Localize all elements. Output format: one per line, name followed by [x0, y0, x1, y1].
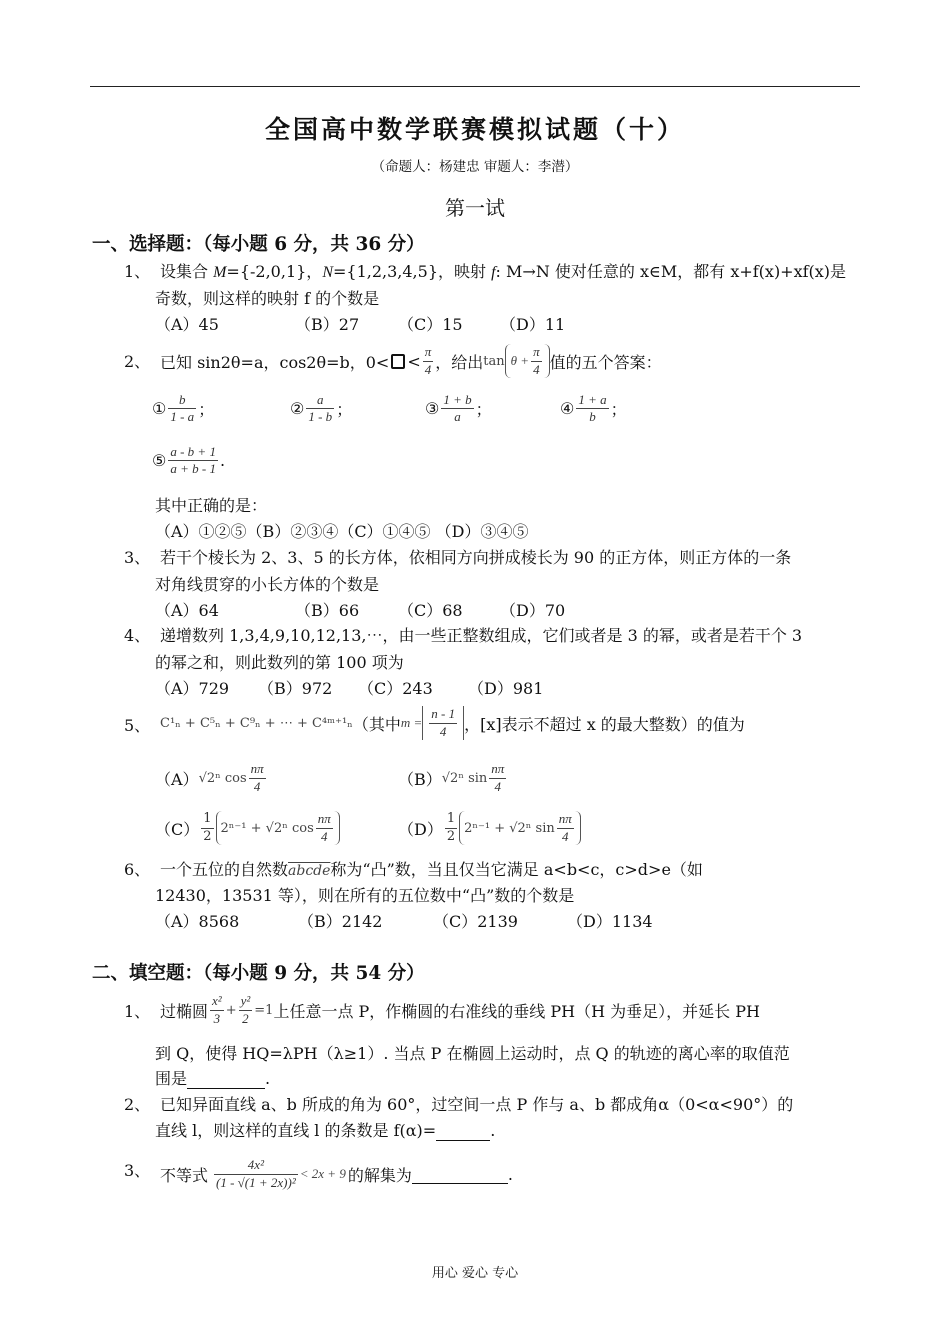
q3-option-c: （C）68 — [398, 601, 463, 620]
s2q2-line2 — [155, 1118, 495, 1141]
q5-option-c-label: （C） — [155, 819, 200, 839]
q3-option-d: （D）70 — [500, 601, 566, 620]
s2q2-answer-blank[interactable] — [436, 1121, 490, 1141]
s2q1-answer-blank[interactable] — [187, 1069, 265, 1089]
q2-answer-4-num: 1 + a — [576, 392, 608, 409]
q2-text-a: 已知 sin2θ=a，cos2θ=b，0< — [160, 352, 390, 372]
q2-text-c: ，给出 — [435, 352, 484, 372]
q2-answer-4-mark: ④ — [560, 399, 575, 419]
q2-answer-3-frac — [441, 392, 473, 426]
s2q1-x-frac — [210, 993, 224, 1027]
q4-option-a: （A）729 — [155, 679, 230, 698]
q5-option-a — [155, 756, 268, 800]
q2-answer-5 — [152, 444, 225, 478]
q5-floor-den: 4 — [439, 723, 447, 739]
s2q1-eq1: =1 — [254, 1002, 274, 1018]
q2-text-b: < — [407, 351, 421, 371]
q1-option-a: （A）45 — [155, 315, 219, 334]
q6-text-a: 一个五位的自然数 — [160, 860, 289, 879]
q2-text-d: 值的五个答案： — [549, 352, 662, 372]
s2q3-text-b: 的解集为 — [347, 1165, 412, 1185]
q5-floor-frac — [429, 706, 457, 740]
q5-option-a-expr: √2ⁿ cos — [198, 770, 247, 786]
q2-tan: tan — [483, 353, 505, 369]
s2q3-line1 — [160, 1150, 513, 1198]
q2-answer-4-den: b — [589, 409, 596, 425]
q4-line1: 递增数列 1,3,4,9,10,12,13,⋯，由一些正整数组成，它们或者是 3 的幂，或者是若干个 3 — [160, 626, 803, 645]
q2-answer-2-num: a — [306, 392, 334, 409]
s2q3-frac — [214, 1157, 298, 1191]
q5-option-d-den: 4 — [562, 828, 569, 844]
q6-line2: 12430，13531 等），则在所有的五位数中“凸”数的个数是 — [155, 886, 575, 905]
q2-pi: π — [423, 344, 434, 361]
q6-option-c: （C）2139 — [433, 912, 518, 931]
q5-number: 5、 — [124, 716, 151, 735]
q5-option-d-half-num: 1 — [445, 811, 457, 828]
q6-option-b: （B）2142 — [298, 912, 383, 931]
q4-number: 4、 — [124, 626, 151, 645]
q2-prompt: 其中正确的是： — [155, 496, 268, 515]
s2q1-line3 — [155, 1066, 270, 1089]
q2-four: 4 — [424, 361, 432, 377]
s2q1-line1 — [160, 988, 760, 1032]
q1-number: 1、 — [124, 262, 151, 281]
q5-option-d-paren — [459, 811, 581, 845]
q5-option-d-half — [445, 811, 457, 845]
q2-number: 2、 — [124, 352, 151, 371]
q2-answer-5-mark: ⑤ — [152, 451, 167, 471]
page-footer: 用心 爱心 专心 — [431, 1266, 519, 1281]
q2-answer-2-mark: ② — [290, 399, 305, 419]
q2-answer-2-sep: ； — [336, 400, 353, 420]
s2q2-end: . — [490, 1121, 496, 1140]
q2-answer-4 — [560, 392, 627, 426]
q1-text-d: N — [322, 264, 333, 281]
q5-text-a: （其中 — [352, 714, 401, 734]
s2q1-line2: 到 Q，使得 HQ=λPH（λ≥1）. 当点 P 在椭圆上运动时，点 Q 的轨迹的离心率的取值范 — [155, 1044, 790, 1063]
q5-option-b — [398, 756, 508, 800]
q2-answer-3 — [425, 392, 492, 426]
q5-option-d-label: （D） — [398, 819, 443, 839]
q4-line2: 的幂之和，则此数列的第 100 项为 — [155, 653, 404, 672]
q1-text-b: M — [213, 264, 227, 281]
q5-option-c-den: 4 — [321, 828, 328, 844]
authors-line: （命题人：杨建忠 审题人：李潜） — [371, 159, 579, 175]
q2-answer-3-num: 1 + b — [441, 392, 473, 409]
q2-answer-5-num: a - b + 1 — [168, 444, 218, 461]
q2-answer-3-den: a — [454, 409, 461, 425]
q2-answer-5-den: a + b - 1 — [170, 461, 216, 477]
q4-option-b: （B）972 — [258, 679, 333, 698]
s2q1-y2: y² — [239, 993, 253, 1010]
q1-text-g: : M→N 使对任意的 x∈M，都有 x+f(x)+xf(x)是 — [495, 262, 847, 281]
q5-option-d-expr: 2ⁿ⁻¹ + √2ⁿ sin — [464, 820, 555, 836]
q6-abcde: abcde — [288, 863, 331, 879]
q5-option-d-half-den: 2 — [446, 828, 456, 844]
q5-option-b-expr: √2ⁿ sin — [441, 770, 488, 786]
s2q3-text-a: 不等式 — [160, 1165, 209, 1185]
q2-answer-1-mark: ① — [152, 399, 167, 419]
q3-option-b: （B）66 — [295, 601, 360, 620]
q3-line2: 对角线贯穿的小长方体的个数是 — [155, 575, 380, 594]
q3-number: 3、 — [124, 548, 151, 567]
q2-answer-4-sep: ； — [610, 400, 627, 420]
q6-option-d: （D）1134 — [567, 912, 653, 931]
q2-pi-b: π — [531, 344, 542, 361]
q2-line1 — [160, 340, 662, 382]
q5-option-c-paren — [216, 811, 340, 845]
s2q3-rhs: < 2x + 9 — [299, 1166, 346, 1181]
q5-option-c-half-den: 2 — [203, 828, 212, 844]
q5-option-d — [398, 806, 581, 850]
s2q2-number: 2、 — [124, 1095, 151, 1114]
q1-text-a: 设集合 — [160, 262, 214, 281]
q2-answer-4-frac — [576, 392, 608, 426]
q2-answer-1-sep: ； — [198, 400, 215, 420]
q1-line2: 奇数，则这样的映射 f 的个数是 — [155, 289, 380, 308]
q5-floor-num: n - 1 — [429, 706, 457, 723]
box-icon — [391, 354, 405, 369]
q2-options: （A）①②⑤（B）②③④（C）①④⑤ （D）③④⑤ — [155, 522, 529, 541]
q2-answer-3-sep: ； — [475, 400, 492, 420]
q2-answer-5-end: . — [219, 451, 226, 471]
q5-option-b-label: （B） — [398, 769, 442, 789]
q5-option-a-num: nπ — [249, 761, 266, 778]
q3-line1: 若干个棱长为 2、3、5 的长方体，依相同方向拼成棱长为 90 的正方体，则正方体的一条 — [160, 548, 792, 567]
s2q1-text-b: 上任意一点 P，作椭圆的右准线的垂线 PH（H 为垂足），并延长 PH — [273, 1001, 760, 1021]
q1-option-d: （D）11 — [500, 315, 566, 334]
q5-option-c-frac — [316, 811, 333, 845]
q5-m-eq: m = — [400, 715, 423, 730]
q2-theta-plus: θ + — [510, 353, 530, 368]
q2-answer-2-frac — [306, 392, 334, 426]
q5-expr: C¹ₙ + C⁵ₙ + C⁹ₙ + ⋯ + C⁴ᵐ⁺¹ₙ — [160, 715, 353, 731]
q5-option-d-frac — [557, 811, 574, 845]
q4-option-c: （C）243 — [358, 679, 433, 698]
q5-option-b-den: 4 — [494, 778, 502, 794]
q1-option-b: （B）27 — [295, 315, 360, 334]
s2q2-line1: 已知异面直线 a、b 所成的角为 60°，过空间一点 P 作与 a、b 都成角α（0<α<90°）的 — [160, 1095, 794, 1114]
s2q3-number: 3、 — [124, 1161, 151, 1180]
q1-text-e: ={1,2,3,4,5}，映射 — [332, 262, 492, 281]
q2-answer-3-mark: ③ — [425, 399, 440, 419]
s2q3-num: 4x² — [214, 1157, 298, 1174]
q2-answer-2-den: 1 - b — [308, 409, 333, 425]
q2-answer-1 — [152, 392, 214, 426]
q5-text-b: ，[x]表示不超过 x 的最大整数）的值为 — [464, 714, 745, 734]
q2-tan-arg — [505, 344, 550, 378]
q5-option-c-half-num: 1 — [201, 811, 213, 828]
s2q1-two: 2 — [242, 1010, 249, 1026]
q6-line1 — [160, 857, 703, 880]
q2-pi-over-4-b — [531, 344, 542, 378]
s2q2-text2: 直线 l，则这样的直线 l 的条数是 f(α)= — [155, 1121, 437, 1140]
q5-option-c-half — [201, 811, 213, 845]
q2-answer-5-frac — [168, 444, 218, 478]
q2-four-b: 4 — [533, 361, 540, 377]
q6-option-a: （A）8568 — [155, 912, 240, 931]
q2-answer-2 — [290, 392, 352, 426]
s2q1-y-frac — [239, 993, 253, 1027]
q6-number: 6、 — [124, 860, 151, 879]
part-heading: 第一试 — [445, 196, 505, 220]
q2-pi-over-4 — [423, 344, 434, 378]
s2q1-text-a: 过椭圆 — [160, 1001, 209, 1021]
q6-text-b: 称为“凸”数，当且仅当它满足 a<b<c，c>d>e（如 — [330, 860, 703, 879]
s2q3-end: . — [507, 1164, 513, 1184]
s2q3-den: (1 - √(1 + 2x))² — [216, 1174, 296, 1190]
q5-option-a-frac — [249, 761, 266, 795]
q1-option-c: （C）15 — [398, 315, 463, 334]
section-heading-fill: 二、填空题：（每小题 9 分，共 54 分） — [92, 963, 425, 984]
section-heading-choice: 一、选择题：（每小题 6 分，共 36 分） — [92, 234, 425, 255]
q5-option-c-num: nπ — [316, 811, 333, 828]
s2q1-end: . — [265, 1069, 271, 1088]
q4-option-d: （D）981 — [468, 679, 544, 698]
q2-answer-1-den: 1 - a — [170, 409, 195, 425]
s2q1-text3: 围是 — [155, 1069, 188, 1088]
q3-option-a: （A）64 — [155, 601, 219, 620]
q5-option-c-expr: 2ⁿ⁻¹ + √2ⁿ cos — [220, 820, 314, 836]
q1-text-c: ={-2,0,1}， — [226, 262, 323, 281]
q2-answer-1-frac — [168, 392, 196, 426]
q5-option-b-frac — [489, 761, 506, 795]
s2q1-plus: + — [225, 1002, 237, 1018]
q1-text-f: f — [491, 264, 496, 281]
s2q3-answer-blank[interactable] — [412, 1164, 508, 1184]
q5-line1 — [160, 701, 745, 745]
page-title: 全国高中数学联赛模拟试题（十） — [264, 115, 685, 144]
s2q1-three: 3 — [213, 1010, 221, 1026]
q5-floor — [422, 706, 464, 740]
s2q1-x2: x² — [210, 993, 224, 1010]
q5-option-a-label: （A） — [155, 769, 199, 789]
q5-option-b-num: nπ — [489, 761, 506, 778]
q2-answer-1-num: b — [168, 392, 196, 409]
top-rule — [90, 86, 860, 87]
s2q1-number: 1、 — [124, 1002, 151, 1021]
q5-option-a-den: 4 — [253, 778, 261, 794]
q5-option-c — [155, 806, 340, 850]
q5-option-d-num: nπ — [557, 811, 574, 828]
q1-line1 — [160, 259, 846, 282]
